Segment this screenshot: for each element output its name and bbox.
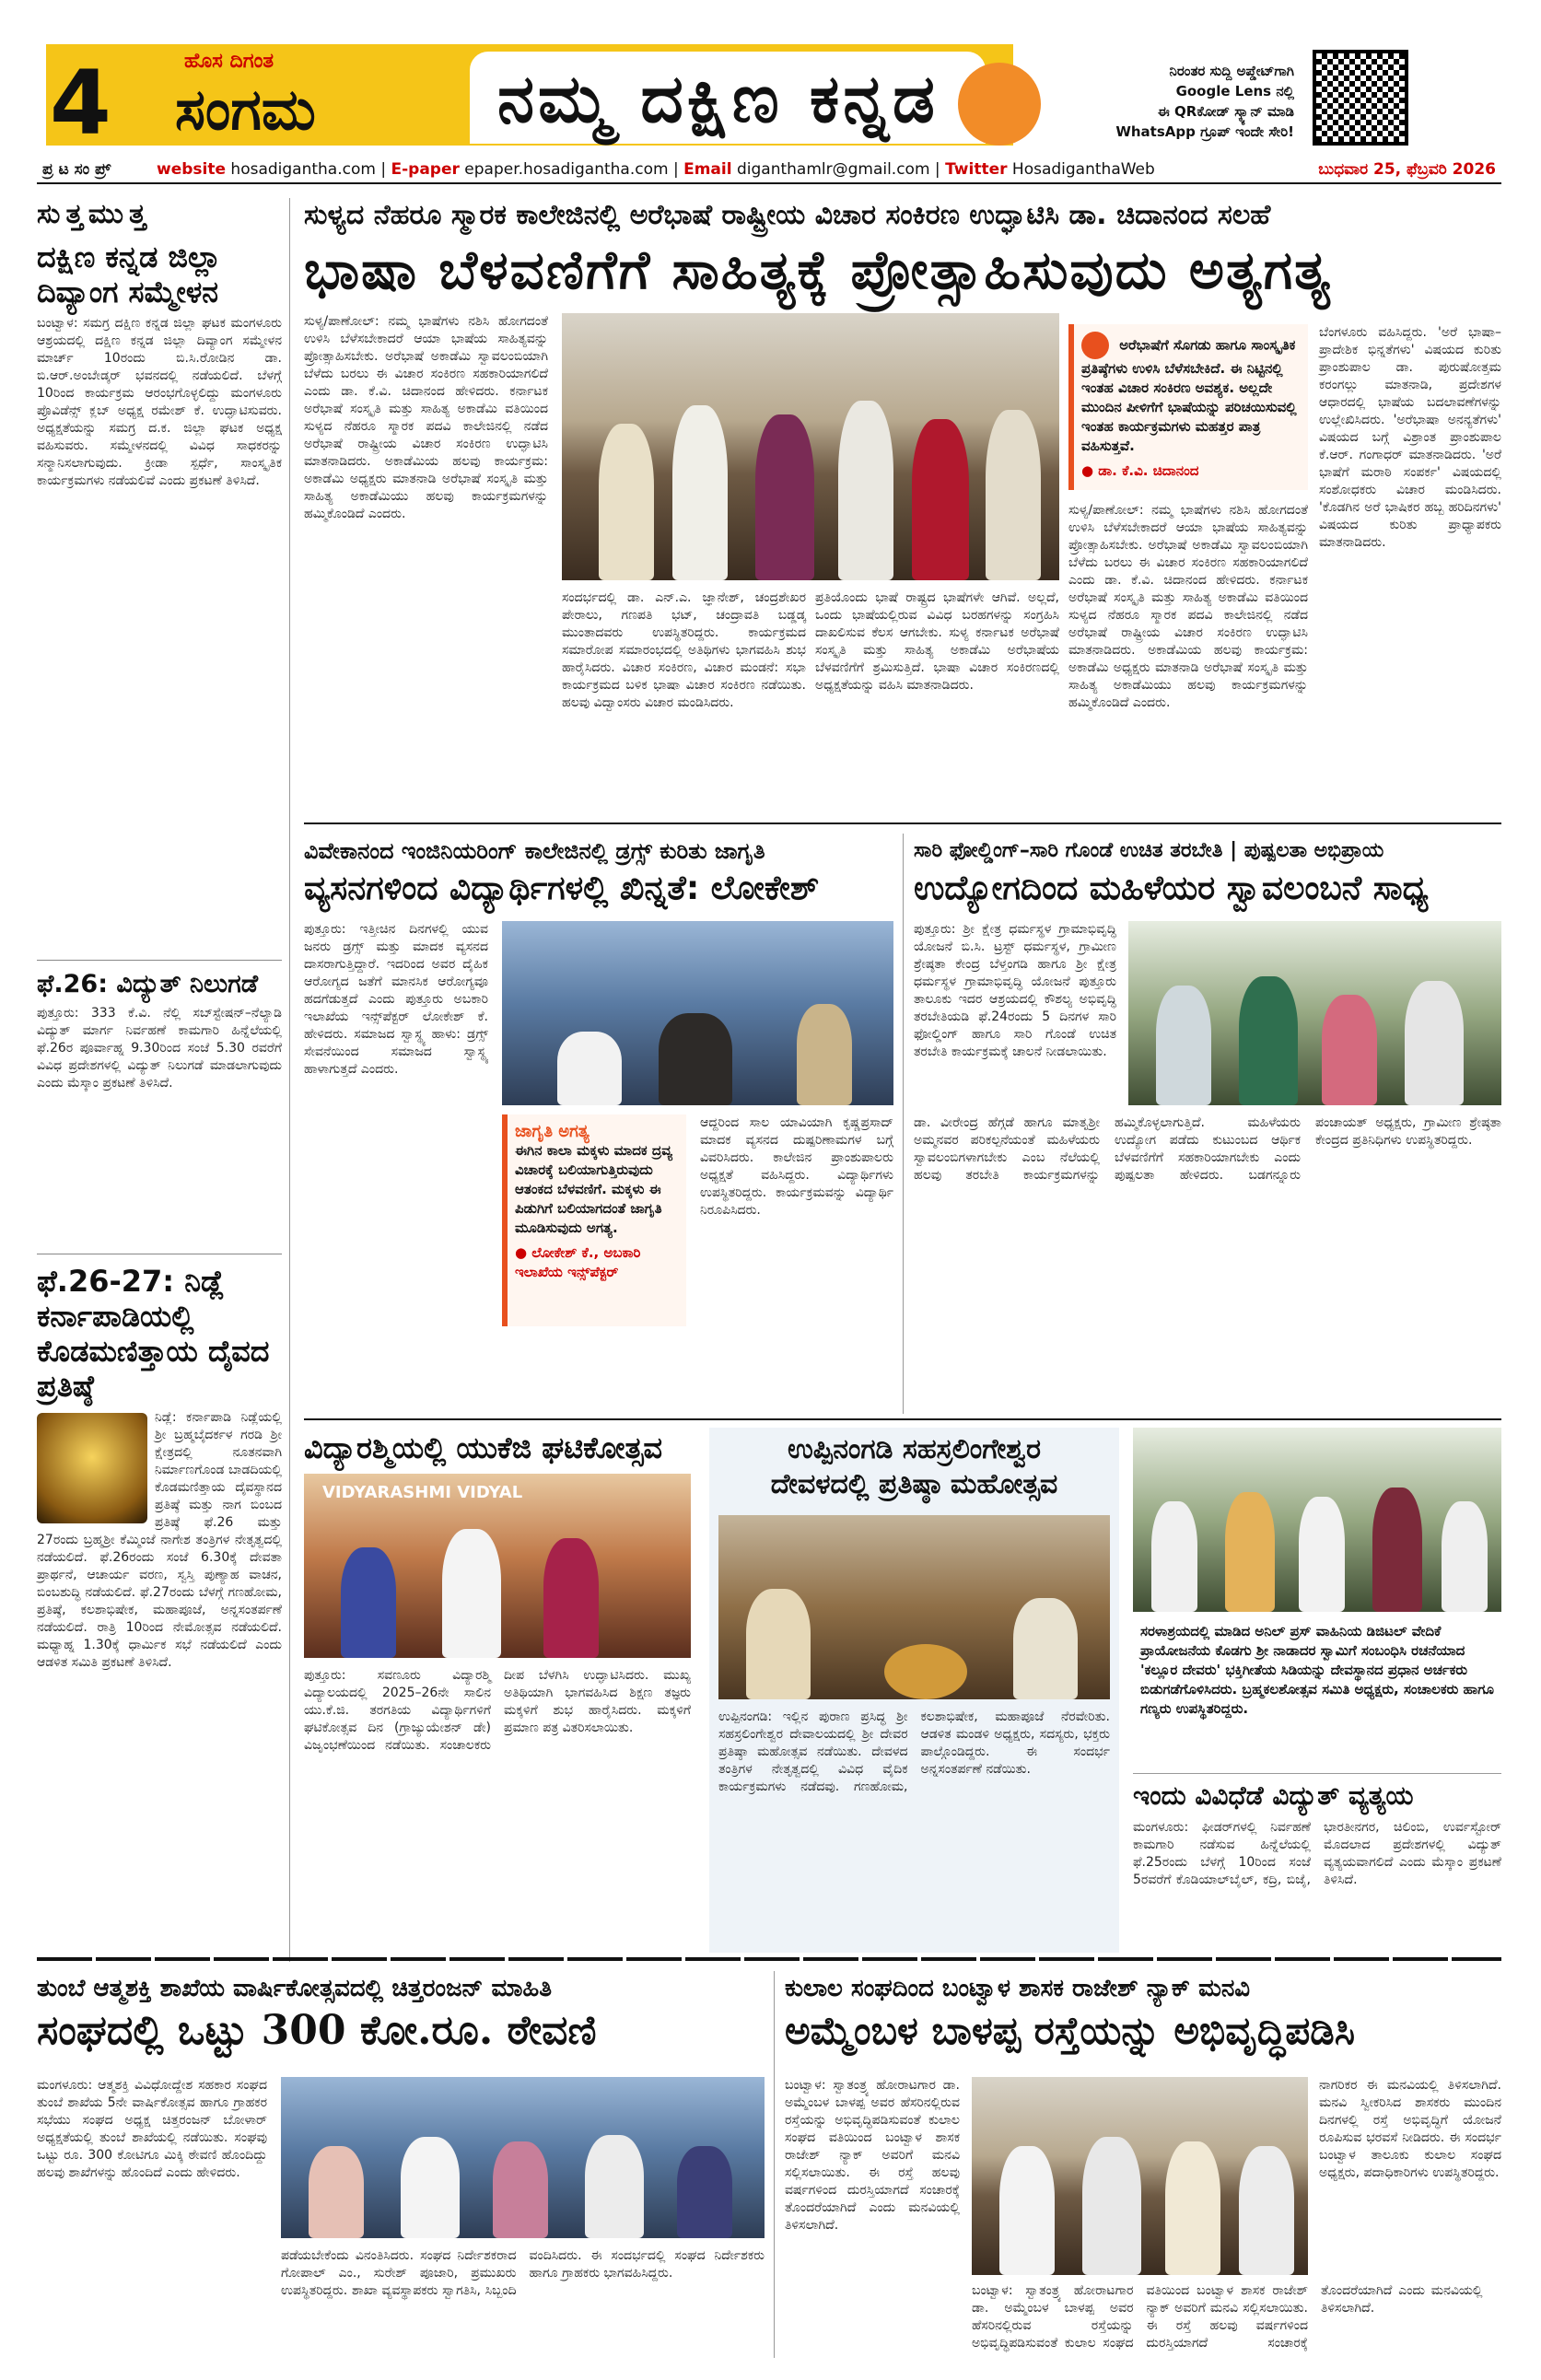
issue-date: ಬುಧವಾರ 25, ಫೆಬ್ರವರಿ 2026 [1318, 160, 1496, 179]
person-figure [1151, 1501, 1197, 1612]
brief-body-wrap [37, 1409, 282, 2017]
person-figure [755, 414, 814, 580]
divider [1133, 1773, 1501, 1774]
article-body: ಉಪ್ಪಿನಂಗಡಿ: ಇಲ್ಲಿನ ಪುರಾಣ ಪ್ರಸಿದ್ಧ ಶ್ರೀ ಸಹಸ್ರಲಿಂಗೇಶ್ವರ ದೇವಾಲಯದಲ್ಲಿ ಶ್ರೀ ದೇವರ ಪ್ರತಿಷ್ಠಾ ಮಹೋತ್ಸವ ನಡೆಯಿತು. ದೇವಳದ ತಂತ್ರಿಗಳ ನೇತೃತ್ವದಲ್ಲಿ ವಿವಿಧ ವೈದಿಕ ಕಾರ್ಯಕ್ರಮಗಳು ನಡೆದವು. ಗಣಹೋಮ, ಕಲಶಾಭಿಷೇಕ, ಮಹಾಪೂಜೆ ನೆರವೇರಿತು. ಆಡಳಿತ ಮಂಡಳಿ ಅಧ್ಯಕ್ಷರು, ಸದಸ್ಯರು, ಭಕ್ತರು ಪಾಲ್ಗೊಂಡಿದ್ದರು. ಈ ಸಂದರ್ಭ ಅನ್ನಸಂತರ್ಪಣೆ ನಡೆಯಿತು. [718, 1709, 1110, 1794]
ritual-fire [884, 1644, 967, 1699]
masthead-orange-circle [958, 63, 1041, 146]
person-figure [1405, 981, 1464, 1105]
person-figure [341, 1547, 396, 1658]
divider [37, 960, 282, 961]
person-figure [797, 1004, 852, 1105]
page-label: ಪ್ರ ಟ ಸಂ ಪ್ರ್ [42, 160, 111, 179]
brief-headline: ದಕ್ಷಿಣ ಕನ್ನಡ ಜಿಲ್ಲಾ ದಿವ್ಯಾಂಗ ಸಮ್ಮೇಳನ [37, 239, 221, 309]
article-body: ಪುತ್ತೂರು: ಸವಣೂರು ವಿದ್ಯಾರಶ್ಮಿ ವಿದ್ಯಾಲಯದಲ್ಲಿ 2025–26ನೇ ಸಾಲಿನ ಯು.ಕೆ.ಜಿ. ತರಗತಿಯ ವಿದ್ಯಾರ್ಥಿಗಳಿಗೆ ಘಟಿಕೋತ್ಸವ ದಿನ (ಗ್ರಾಜ್ಯುಯೇಶನ್ ಡೇ) ವಿಜೃಂಭಣೆಯಿಂದ ನಡೆಯಿತು. ಸಂಚಾಲಕರು ದೀಪ ಬೆಳಗಿಸಿ ಉದ್ಘಾಟಿಸಿದರು. ಮುಖ್ಯ ಅತಿಥಿಯಾಗಿ ಭಾಗವಹಿಸಿದ ಶಿಕ್ಷಣ ತಜ್ಞರು ಮಕ್ಕಳಿಗೆ ಶುಭ ಹಾರೈಸಿದರು. ಮಕ್ಕಳಿಗೆ ಪ್ರಮಾಣ ಪತ್ರ ವಿತರಿಸಲಾಯಿತು. [304, 1668, 691, 1753]
divider [304, 1418, 1501, 1420]
twitter-link[interactable]: HosadiganthaWeb [1011, 160, 1155, 179]
email-label: Email [683, 160, 732, 179]
person-figure [659, 1013, 732, 1105]
temple-ritual-photo [718, 1515, 1110, 1699]
training-photo [1128, 921, 1501, 1105]
person-figure [401, 2137, 460, 2238]
article-headline: ಇಂದು ವಿವಿಧೆಡೆ ವಿದ್ಯುತ್ ವ್ಯತ್ಯಯ [1133, 1780, 1414, 1811]
person-figure [1165, 2141, 1220, 2275]
article-kicker: ಸುಳ್ಯದ ನೆಹರೂ ಸ್ಮಾರಕ ಕಾಲೇಜಿನಲ್ಲಿ ಅರೆಭಾಷೆ ರಾಷ್ಟ್ರೀಯ ವಿಚಾರ ಸಂಕಿರಣ ಉದ್ಘಾಟಿಸಿ ಡಾ. ಚಿದಾನಂದ ಸಲಹೆ [304, 199, 1271, 231]
person-figure [672, 405, 728, 580]
bottom-left-article [37, 1971, 765, 2056]
masthead [37, 44, 1501, 155]
twitter-label: Twitter [945, 160, 1008, 179]
person-figure [309, 2146, 364, 2238]
brief-body: ಬಂಟ್ವಾಳ: ಸಮಗ್ರ ದಕ್ಷಿಣ ಕನ್ನಡ ಜಿಲ್ಲಾ ಘಟಕ ಮಂಗಳೂರು ಆಶ್ರಯದಲ್ಲಿ ದಕ್ಷಿಣ ಕನ್ನಡ ಜಿಲ್ಲಾ ದಿವ್ಯಾಂಗ ಸಮ್ಮೇಳನ ಮಾರ್ಚ್ 10ರಂದು ಬಿ.ಸಿ.ರೋಡಿನ ಡಾ. ಬಿ.ಆರ್.ಅಂಬೇಡ್ಕರ್ ಭವನದಲ್ಲಿ ನಡೆಯಲಿದೆ. ಬೆಳಗ್ಗೆ 10ರಿಂದ ಕಾರ್ಯಕ್ರಮ ಆರಂಭಗೊಳ್ಳಲಿದ್ದು ಮಂಗಳೂರು ಪ್ರೊವಿಡೆನ್ಸ್ ಕ್ಲಬ್ ಅಧ್ಯಕ್ಷ ರಮೇಶ್ ಕೆ. ಉದ್ಘಾಟಿಸುವರು. ಅಧ್ಯಕ್ಷತೆಯನ್ನು ಸಮಗ್ರ ದ.ಕ. ಜಿಲ್ಲಾ ಘಟಕ ಅಧ್ಯಕ್ಷ ವಹಿಸುವರು. ಸಮ್ಮೇಳನದಲ್ಲಿ ವಿವಿಧ ಸಾಧಕರನ್ನು ಸನ್ಮಾನಿಸಲಾಗುವುದು. ಕ್ರೀಡಾ ಸ್ಪರ್ಧೆ, ಸಾಂಸ್ಕೃತಿಕ ಕಾರ್ಯಕ್ರಮಗಳು ನಡೆಯಲಿವೆ ಎಂದು ಪ್ರಕಟಣೆ ತಿಳಿಸಿದೆ. [37, 316, 282, 488]
photo-banner-text: VIDYARASHMI VIDYAL [322, 1483, 523, 1502]
person-figure [599, 424, 654, 580]
person-figure [1442, 1501, 1488, 1612]
brief-headline: ಫೆ.26-27: ನಿಡ್ಲೆ ಕರ್ನಾಪಾಡಿಯಲ್ಲಿ ಕೊಡಮಣಿತ್ತಾಯ ದೈವದ ಪ್ರತಿಷ್ಠೆ [37, 1264, 270, 1404]
top-article [304, 198, 1501, 301]
qr-line: ನಿರಂತರ ಸುದ್ದಿ ಅಪ್ಡೇಟ್‌ಗಾಗಿ [1169, 63, 1294, 79]
article-headline: ಭಾಷಾ ಬೆಳವಣಿಗೆಗೆ ಸಾಹಿತ್ಯಕ್ಕೆ ಪ್ರೋತ್ಸಾಹಿಸುವುದು ಅತ್ಯಗತ್ಯ [304, 239, 1332, 301]
person-figure [1322, 995, 1377, 1105]
divider [304, 822, 1501, 824]
person-figure [912, 419, 969, 580]
email-link[interactable]: diganthamlr@gmail.com [736, 160, 930, 179]
person-figure [1156, 986, 1211, 1105]
contact-links: website hosadigantha.com | E-paper epaper.hosadigantha.com | Email diganthamlr@gmail.com | Twitter HosadiganthaWeb [157, 160, 1155, 179]
callout-title: ಜಾಗೃತಿ ಅಗತ್ಯ [515, 1122, 590, 1141]
article-headline: ವಿದ್ಯಾರಶ್ಮಿಯಲ್ಲಿ ಯುಕೆಜಿ ಘಟಿಕೋತ್ಸವ [304, 1430, 663, 1465]
memorandum-photo [972, 2077, 1308, 2275]
photo-caption: ಸರಳಾಶ್ರಯದಲ್ಲಿ ಮಾಡಿದ ಅನಿಲ್ ಪ್ರಸ್ ವಾಹಿನಿಯ ಡಿಜಿಟಲ್ ವೇದಿಕೆ ಪ್ರಾಯೋಜನೆಯ ಕೊಡಗು ಶ್ರೀ ನಾಡಾದರ ಸ್ವಾಮಿಗೆ ಸಂಬಂಧಿಸಿ ರಚನೆಯಾದ 'ಕಲ್ಲೂರ ದೇವರು' ಭಕ್ತಿಗೀತೆಯ ಸಿಡಿಯನ್ನು ದೇವಸ್ಥಾನದ ಪ್ರಧಾನ ಅರ್ಚಕರು ಬಿಡುಗಡೆಗೊಳಿಸಿದರು. ಬ್ರಹ್ಮಕಲಶೋತ್ಸವ ಸಮಿತಿ ಅಧ್ಯಕ್ಷರು, ಸಂಚಾಲಕರು ಹಾಗೂ ಗಣ್ಯರು ಉಪಸ್ಥಿತರಿದ್ದರು. [1140, 1623, 1494, 1717]
article-body: ಪಡೆಯಬೇಕೆಂದು ವಿನಂತಿಸಿದರು. ಸಂಘದ ನಿರ್ದೇಶಕರಾದ ಗೋಪಾಲ್ ಎಂ., ಸುರೇಶ್ ಪೂಜಾರಿ, ಪ್ರಮುಖರು ಉಪಸ್ಥಿತರಿದ್ದರು. ಶಾಖಾ ವ್ಯವಸ್ಥಾಪಕರು ಸ್ವಾಗತಿಸಿ, ಸಿಬ್ಬಂದಿ ವಂದಿಸಿದರು. ಈ ಸಂದರ್ಭದಲ್ಲಿ ಸಂಘದ ನಿರ್ದೇಶಕರು ಹಾಗೂ ಗ್ರಾಹಕರು ಭಾಗವಹಿಸಿದ್ದರು. [281, 2248, 765, 2298]
section-title: ಸುತ್ತಮುತ್ತ [37, 198, 152, 230]
qr-instructions [1073, 61, 1294, 142]
bottom-right-article [785, 1971, 1501, 2056]
brief-body: ನಿಡ್ಲೆ: ಕರ್ನಾಪಾಡಿ ನಿಡ್ಲೆಯಲ್ಲಿ ಶ್ರೀ ಬ್ರಹ್ಮಬೈದರ್ಕಳ ಗರಡಿ ಶ್ರೀ ಕ್ಷೇತ್ರದಲ್ಲಿ ನೂತನವಾಗಿ ನಿರ್ಮಾಣಗೊಂಡ ಬಾಡದಿಯಲ್ಲಿ ಕೊಡಮಣಿತ್ತಾಯ ದೈವಸ್ಥಾನದ ಪ್ರತಿಷ್ಠೆ ಮತ್ತು ನಾಗ ಬಿಂಬದ ಪ್ರತಿಷ್ಠೆ ಫೆ.26 ಮತ್ತು 27ರಂದು ಬ್ರಹ್ಮಶ್ರೀ ಕೆಮ್ಮಿಂಜೆ ನಾಗೇಶ ತಂತ್ರಿಗಳ ನೇತೃತ್ವದಲ್ಲಿ ನಡೆಯಲಿದೆ. ಫೆ.26ರಂದು ಸಂಜೆ 6.30ಕ್ಕೆ ದೇವತಾ ಪ್ರಾರ್ಥನೆ, ಆಚಾರ್ಯ ವರಣ, ಸ್ವಸ್ತಿ ಪುಣ್ಯಾಹ ವಾಚನ, ಬಿಂಬಶುದ್ಧಿ ನಡೆಯಲಿದೆ. ಫೆ.27ರಂದು ಬೆಳಗ್ಗೆ ಗಣಹೋಮ, ಪ್ರತಿಷ್ಠೆ, ಕಲಶಾಭಿಷೇಕ, ಮಹಾಪೂಜೆ, ಅನ್ನಸಂತರ್ಪಣೆ ನಡೆಯಲಿದೆ. ರಾತ್ರಿ 10ರಿಂದ ನೇಮೋತ್ಸವ ನಡೆಯಲಿದೆ. ಮಧ್ಯಾಹ್ನ 1.30ಕ್ಕೆ ಧಾರ್ಮಿಕ ಸಭೆ ನಡೆಯಲಿದೆ ಎಂದು ಆಡಳಿತ ಸಮಿತಿ ಪ್ರಕಟಣೆ ತಿಳಿಸಿದೆ. [37, 1410, 282, 1670]
awareness-photo [502, 921, 893, 1105]
article-kicker: ತುಂಬೆ ಆತ್ಮಶಕ್ತಿ ಶಾಖೆಯ ವಾರ್ಷಿಕೋತ್ಸವದಲ್ಲಿ ಚಿತ್ತರಂಜನ್ ಮಾಹಿತಿ [37, 1975, 553, 2002]
article-headline: ಅಮ್ಮೆಂಬಳ ಬಾಳಪ್ಪ ರಸ್ತೆಯನ್ನು ಅಭಿವೃದ್ಧಿಪಡಿಸಿ [785, 2008, 1356, 2053]
person-figure [1013, 1598, 1078, 1699]
article-body: ಬೆಂಗಳೂರು ವಹಿಸಿದ್ದರು. 'ಅರೆ ಭಾಷಾ–ಪ್ರಾದೇಶಿಕ ಭಿನ್ನತೆಗಳು' ವಿಷಯದ ಕುರಿತು ಪ್ರಾಂಶುಪಾಲ ಡಾ. ಪುರುಷೋತ್ತಮ ಕರಂಗಲ್ಲು ಮಾತನಾಡಿ, ಪ್ರದೇಶಗಳ ಆಧಾರದಲ್ಲಿ ಭಾಷೆಯ ಬದಲಾವಣೆಗಳನ್ನು ಉಲ್ಲೇಖಿಸಿದರು. 'ಅರೆಭಾಷಾ ಅನನ್ಯತೆಗಳು' ವಿಷಯದ ಬಗ್ಗೆ ವಿಶ್ರಾಂತ ಪ್ರಾಂಶುಪಾಲ ಕೆ.ಆರ್. ಗಂಗಾಧರ್ ಮಾತನಾಡಿದರು. 'ಅರೆ ಭಾಷೆಗೆ ಮರಾಠಿ ಸಂಪರ್ಕ' ವಿಷಯದಲ್ಲಿ ಸಂಶೋಧಕರು ವಿಚಾರ ಮಂಡಿಸಿದರು. 'ಕೊಡಗಿನ ಅರೆ ಭಾಷಿಕರ ಹಬ್ಬ ಹರಿದಿನಗಳು' ವಿಷಯದ ಕುರಿತು ಪ್ರಾಧ್ಯಾಪಕರು ಮಾತನಾಡಿದರು. [1319, 325, 1501, 550]
callout-logo-icon [1081, 332, 1109, 359]
person-figure [746, 1589, 811, 1699]
article-headline: ದೇವಳದಲ್ಲಿ ಪ್ರತಿಷ್ಠಾ ಮಹೋತ್ಸವ [770, 1468, 1058, 1500]
website-link[interactable]: hosadigantha.com [230, 160, 376, 179]
quote-callout [1068, 324, 1308, 490]
qr-line: ಈ QRಕೋಡ್ ಸ್ಕ್ಯಾನ್ ಮಾಡಿ [1157, 103, 1294, 120]
temple-photo [37, 1413, 147, 1523]
article-headline: ವ್ಯಸನಗಳಿಂದ ವಿದ್ಯಾರ್ಥಿಗಳಲ್ಲಿ ಖಿನ್ನತೆ: ಲೋಕೇಶ್ [304, 869, 820, 907]
callout-text: ಅರೆಭಾಷೆಗೆ ಸೊಗಡು ಹಾಗೂ ಸಾಂಸ್ಕೃತಿಕ ಪ್ರತಿಷ್ಠೆಗಳು ಉಳಿಸಿ ಬೆಳೆಸಬೇಕಿದೆ. ಈ ನಿಟ್ಟಿನಲ್ಲಿ ಇಂತಹ ವಿಚಾರ ಸಂಕಿರಣ ಅವಶ್ಯಕ. ಅಲ್ಲದೇ ಮುಂದಿನ ಪೀಳಿಗೆಗೆ ಭಾಷೆಯನ್ನು ಪರಿಚಯಿಸುವಲ್ಲಿ ಇಂತಹ ಕಾರ್ಯಕ್ರಮಗಳು ಮಹತ್ತರ ಪಾತ್ರ ವಹಿಸುತ್ತವೆ. [1081, 336, 1297, 454]
person-figure [999, 2146, 1055, 2275]
mid-right-article [914, 834, 1503, 909]
person-figure [585, 2135, 644, 2238]
brief-headline: ಫೆ.26: ವಿದ್ಯುತ್ ನಿಲುಗಡೆ [37, 970, 259, 998]
article-headline: ಉಪ್ಪಿನಂಗಡಿ ಸಹಸ್ರಲಿಂಗೇಶ್ವರ [788, 1433, 1041, 1465]
divider [774, 1971, 775, 2358]
seminar-photo [562, 313, 1059, 580]
person-figure [493, 2141, 548, 2238]
callout-text: ಈಗಿನ ಕಾಲಾ ಮಕ್ಕಳು ಮಾದಕ ದ್ರವ್ಯ ವಿಚಾರಕ್ಕೆ ಬಲಿಯಾಗುತ್ತಿರುವುದು ಆತಂಕದ ಬೆಳವಣಿಗೆ. ಮಕ್ಕಳು ಈ ಪಿಡುಗಿಗೆ ಬಲಿಯಾಗದಂತೆ ಜಾಗೃತಿ ಮೂಡಿಸುವುದು ಅಗತ್ಯ. [515, 1142, 672, 1236]
temple-article [718, 1432, 1110, 1502]
website-label: website [157, 160, 227, 179]
person-figure [557, 1032, 622, 1105]
article-kicker: ವಿವೇಕಾನಂದ ಇಂಜಿನಿಯರಿಂಗ್ ಕಾಲೇಜಿನಲ್ಲಿ ಡ್ರಗ್ಸ್ ಕುರಿತು ಜಾಗೃತಿ [304, 838, 765, 864]
person-figure [677, 2146, 732, 2238]
article-body: ಮಂಗಳೂರು: ಫೀಡರ್‌ಗಳಲ್ಲಿ ನಿರ್ವಹಣೆ ಕಾಮಗಾರಿ ನಡೆಸುವ ಹಿನ್ನೆಲೆಯಲ್ಲಿ ಫೆ.25ರಂದು ಬೆಳಗ್ಗೆ 10ರಿಂದ ಸಂಜೆ 5ರವರೆಗೆ ಕೊಡಿಯಾಲ್‌ಬೈಲ್, ಕದ್ರಿ, ಬಿಜೈ, ಭಾರತೀನಗರ, ಚಿಲಿಂಬಿ, ಉರ್ವಸ್ಟೋರ್ ಮೊದಲಾದ ಪ್ರದೇಶಗಳಲ್ಲಿ ವಿದ್ಯುತ್ ವ್ಯತ್ಯಯವಾಗಲಿದೆ ಎಂದು ಮೆಸ್ಕಾಂ ಪ್ರಕಟಣೆ ತಿಳಿಸಿದೆ. [1133, 1820, 1501, 1887]
article-kicker: ಕುಲಾಲ ಸಂಘದಿಂದ ಬಂಟ್ವಾಳ ಶಾಸಕ ರಾಜೇಶ್ ನ್ಯಾಕ್ ಮನವಿ [785, 1975, 1251, 2002]
article-headline: ಸಂಘದಲ್ಲಿ ಒಟ್ಟು 300 ಕೋ.ರೂ. ಠೇವಣಿ [37, 2007, 597, 2054]
person-figure [543, 1538, 599, 1658]
cd-release-photo [1133, 1428, 1501, 1612]
graduation-article [304, 1428, 691, 1468]
divider [903, 834, 904, 1414]
brand-name: ಸಂಗಮ [175, 76, 316, 143]
graduation-photo [304, 1474, 691, 1658]
article-body: ಪ್ರತಿಯೊಂದು ಭಾಷೆ ರಾಷ್ಟ್ರದ ಭಾಷೆಗಳೇ ಆಗಿವೆ. ಅಲ್ಲದೆ, ಒಂದು ಭಾಷೆಯಲ್ಲಿರುವ ವಿವಿಧ ಬರಹಗಳನ್ನು ಸಂಗ್ರಹಿಸಿ ದಾಖಲಿಸುವ ಕೆಲಸ ಆಗಬೇಕು. ಸುಳ್ಯ ಕರ್ನಾಟಕ ಅರೆಭಾಷೆ ಸಂಸ್ಕೃತಿ ಮತ್ತು ಸಾಹಿತ್ಯ ಅಕಾಡೆಮಿ ಅರೆಭಾಷೆಯ ಬೆಳವಣಿಗೆಗೆ ಶ್ರಮಿಸುತ್ತಿದೆ. ಭಾಷಾ ವಿಚಾರ ಸಂಕಿರಣದಲ್ಲಿ ಅಧ್ಯಕ್ಷತೆಯನ್ನು ವಹಿಸಿ ಮಾತನಾಡಿದರು. [815, 590, 1059, 693]
article-body: ಸುಳ್ಯ/ಪಾಣೋಲ್: ನಮ್ಮ ಭಾಷೆಗಳು ನಶಿಸಿ ಹೋಗದಂತೆ ಉಳಿಸಿ ಬೆಳೆಸಬೇಕಾದರೆ ಆಯಾ ಭಾಷೆಯ ಸಾಹಿತ್ಯವನ್ನು ಪ್ರೋತ್ಸಾಹಿಸಬೇಕು. ಅರೆಭಾಷೆ ಅಕಾಡೆಮಿ ಸ್ವಾವಲಂಬಿಯಾಗಿ ಬೆಳೆದು ಬರಲು ಈ ವಿಚಾರ ಸಂಕಿರಣ ಸಹಕಾರಿಯಾಗಲಿದೆ ಎಂದು ಡಾ. ಕೆ.ವಿ. ಚಿದಾನಂದ ಹೇಳಿದರು. ಕರ್ನಾಟಕ ಅರೆಭಾಷೆ ಸಂಸ್ಕೃತಿ ಮತ್ತು ಸಾಹಿತ್ಯ ಅಕಾಡೆಮಿ ವತಿಯಿಂದ ಸುಳ್ಯದ ನೆಹರೂ ಸ್ಮಾರಕ ಪದವಿ ಕಾಲೇಜಿನಲ್ಲಿ ನಡೆದ ಅರೆಭಾಷೆ ರಾಷ್ಟ್ರೀಯ ವಿಚಾರ ಸಂಕಿರಣ ಉದ್ಘಾಟಿಸಿ ಮಾತನಾಡಿದರು. ಅಕಾಡೆಮಿಯ ಹಲವು ಕಾರ್ಯಕ್ರಮ: ಅಕಾಡೆಮಿ ಅಧ್ಯಕ್ಷರು ಮಾತನಾಡಿ ಅರೆಭಾಷೆ ಸಂಸ್ಕೃತಿ ಮತ್ತು ಸಾಹಿತ್ಯ ಅಕಾಡೆಮಿಯು ಹಲವು ಕಾರ್ಯಕ್ರಮಗಳನ್ನು ಹಮ್ಮಿಕೊಂಡಿದೆ ಎಂದರು. [1068, 503, 1308, 710]
brand-small: ಹೊಸ ದಿಗಂತ [184, 50, 274, 73]
article-body: ನಾಗರಿಕರ ಈ ಮನವಿಯಲ್ಲಿ ತಿಳಿಸಲಾಗಿದೆ. ಮನವಿ ಸ್ವೀಕರಿಸಿದ ಶಾಸಕರು ಮುಂದಿನ ದಿನಗಳಲ್ಲಿ ರಸ್ತೆ ಅಭಿವೃದ್ಧಿಗೆ ಯೋಜನೆ ರೂಪಿಸುವ ಭರವಸೆ ನೀಡಿದರು. ಈ ಸಂದರ್ಭ ಬಂಟ್ವಾಳ ತಾಲೂಕು ಕುಲಾಲ ಸಂಘದ ಅಧ್ಯಕ್ಷರು, ಪದಾಧಿಕಾರಿಗಳು ಉಪಸ್ಥಿತರಿದ್ದರು. [1319, 2078, 1501, 2180]
qr-line: Google Lens ನಲ್ಲಿ [1175, 83, 1294, 99]
person-figure [442, 1529, 501, 1658]
article-body: ಸಂದರ್ಭದಲ್ಲಿ ಡಾ. ಎನ್.ಎ. ಜ್ಞಾನೇಶ್, ಚಂದ್ರಶೇಖರ ಪೇರಾಲು, ಗಣಪತಿ ಭಟ್, ಚಂದ್ರಾವತಿ ಬಡ್ಡಡ್ಕ ಮುಂತಾದವರು ಉಪಸ್ಥಿತರಿದ್ದರು. ಕಾರ್ಯಕ್ರಮದ ಸಮಾರೋಪ ಸಮಾರಂಭದಲ್ಲಿ ಅತಿಥಿಗಳು ಭಾಗವಹಿಸಿ ಶುಭ ಹಾರೈಸಿದರು. ವಿಚಾರ ಸಂಕಿರಣ, ವಿಚಾರ ಮಂಡನೆ: ಸಭಾ ಕಾರ್ಯಕ್ರಮದ ಬಳಿಕ ಭಾಷಾ ವಿಚಾರ ಸಂಕಿರಣ ನಡೆಯಿತು. ಹಲವು ವಿದ್ವಾಂಸರು ವಿಚಾರ ಮಂಡಿಸಿದರು. [562, 590, 806, 710]
edition-title: ನಮ್ಮ ದಕ್ಷಿಣ ಕನ್ನಡ [497, 59, 939, 137]
section-divider [37, 1957, 1501, 1961]
article-body: ಬಂಟ್ವಾಳ: ಸ್ವಾತಂತ್ರ್ಯ ಹೋರಾಟಗಾರ ಡಾ. ಅಮ್ಮೆಂಬಳ ಬಾಳಪ್ಪ ಅವರ ಹೆಸರಿನಲ್ಲಿರುವ ರಸ್ತೆಯನ್ನು ಅಭಿವೃದ್ಧಿಪಡಿಸುವಂತೆ ಕುಲಾಲ ಸಂಘದ ವತಿಯಿಂದ ಬಂಟ್ವಾಳ ಶಾಸಕ ರಾಜೇಶ್ ನ್ಯಾಕ್ ಅವರಿಗೆ ಮನವಿ ಸಲ್ಲಿಸಲಾಯಿತು. ಈ ರಸ್ತೆ ಹಲವು ವರ್ಷಗಳಿಂದ ದುರಸ್ತಿಯಾಗದೆ ಸಂಚಾರಕ್ಕೆ ತೊಂದರೆಯಾಗಿದೆ ಎಂದು ಮನವಿಯಲ್ಲಿ ತಿಳಿಸಲಾಗಿದೆ. [785, 2078, 960, 2233]
mid-left-article [304, 834, 893, 909]
person-figure [1239, 976, 1298, 1105]
person-figure [1372, 1488, 1422, 1612]
callout-author: ● ಲೋಕೇಶ್ ಕೆ., ಅಬಕಾರಿ ಇಲಾಖೆಯ ಇನ್ಸ್‌ಪೆಕ್ಟರ್ [515, 1244, 641, 1280]
person-figure [986, 410, 1041, 580]
article-headline: ಉದ್ಯೋಗದಿಂದ ಮಹಿಳೆಯರ ಸ್ವಾವಲಂಬನೆ ಸಾಧ್ಯ [914, 869, 1429, 907]
qr-line: WhatsApp ಗ್ರೂಪ್ ಇಂದೇ ಸೇರಿ! [1115, 123, 1294, 140]
person-figure [1299, 1497, 1345, 1612]
callout-author: ● ಡಾ. ಕೆ.ವಿ. ಚಿದಾನಂದ [1081, 462, 1199, 479]
article-body: ಸುಳ್ಯ/ಪಾಣೋಲ್: ನಮ್ಮ ಭಾಷೆಗಳು ನಶಿಸಿ ಹೋಗದಂತೆ ಉಳಿಸಿ ಬೆಳೆಸಬೇಕಾದರೆ ಆಯಾ ಭಾಷೆಯ ಸಾಹಿತ್ಯವನ್ನು ಪ್ರೋತ್ಸಾಹಿಸಬೇಕು. ಅರೆಭಾಷೆ ಅಕಾಡೆಮಿ ಸ್ವಾವಲಂಬಿಯಾಗಿ ಬೆಳೆದು ಬರಲು ಈ ವಿಚಾರ ಸಂಕಿರಣ ಸಹಕಾರಿಯಾಗಲಿದೆ ಎಂದು ಡಾ. ಕೆ.ವಿ. ಚಿದಾನಂದ ಹೇಳಿದರು. ಕರ್ನಾಟಕ ಅರೆಭಾಷೆ ಸಂಸ್ಕೃತಿ ಮತ್ತು ಸಾಹಿತ್ಯ ಅಕಾಡೆಮಿ ವತಿಯಿಂದ ಸುಳ್ಯದ ನೆಹರೂ ಸ್ಮಾರಕ ಪದವಿ ಕಾಲೇಜಿನಲ್ಲಿ ನಡೆದ ಅರೆಭಾಷೆ ರಾಷ್ಟ್ರೀಯ ವಿಚಾರ ಸಂಕಿರಣ ಉದ್ಘಾಟಿಸಿ ಮಾತನಾಡಿದರು. ಅಕಾಡೆಮಿಯ ಹಲವು ಕಾರ್ಯಕ್ರಮ: ಅಕಾಡೆಮಿ ಅಧ್ಯಕ್ಷರು ಮಾತನಾಡಿ ಅರೆಭಾಷೆ ಸಂಸ್ಕೃತಿ ಮತ್ತು ಸಾಹಿತ್ಯ ಅಕಾಡೆಮಿಯು ಹಲವು ಕಾರ್ಯಕ್ರಮಗಳನ್ನು ಹಮ್ಮಿಕೊಂಡಿದೆ ಎಂದರು. [304, 314, 548, 521]
qr-code-icon[interactable] [1313, 50, 1408, 146]
person-figure [838, 401, 893, 580]
epaper-link[interactable]: epaper.hosadigantha.com [464, 160, 669, 179]
person-figure [1239, 2146, 1294, 2275]
epaper-label: E-paper [391, 160, 460, 179]
person-figure [1225, 1492, 1275, 1612]
article-body: ಬಂಟ್ವಾಳ: ಸ್ವಾತಂತ್ರ್ಯ ಹೋರಾಟಗಾರ ಡಾ. ಅಮ್ಮೆಂಬಳ ಬಾಳಪ್ಪ ಅವರ ಹೆಸರಿನಲ್ಲಿರುವ ರಸ್ತೆಯನ್ನು ಅಭಿವೃದ್ಧಿಪಡಿಸುವಂತೆ ಕುಲಾಲ ಸಂಘದ ವತಿಯಿಂದ ಬಂಟ್ವಾಳ ಶಾಸಕ ರಾಜೇಶ್ ನ್ಯಾಕ್ ಅವರಿಗೆ ಮನವಿ ಸಲ್ಲಿಸಲಾಯಿತು. ಈ ರಸ್ತೆ ಹಲವು ವರ್ಷಗಳಿಂದ ದುರಸ್ತಿಯಾಗದೆ ಸಂಚಾರಕ್ಕೆ ತೊಂದರೆಯಾಗಿದೆ ಎಂದು ಮನವಿಯಲ್ಲಿ ತಿಳಿಸಲಾಗಿದೆ. [972, 2283, 1483, 2351]
url-bar [37, 157, 1501, 184]
brief-body: ಪುತ್ತೂರು: 333 ಕೆ.ವಿ. ನೆಲ್ಲಿ ಸಬ್‌ಸ್ಟೇಷನ್–ನೆಲ್ಯಾಡಿ ವಿದ್ಯುತ್ ಮಾರ್ಗ ನಿರ್ವಹಣೆ ಕಾಮಗಾರಿ ಹಿನ್ನೆಲೆಯಲ್ಲಿ ಫೆ.26ರ ಪೂರ್ವಾಹ್ನ 9.30ರಿಂದ ಸಂಜೆ 5.30 ರವರೆಗೆ ವಿವಿಧ ಪ್ರದೇಶಗಳಲ್ಲಿ ವಿದ್ಯುತ್ ನಿಲುಗಡೆ ಮಾಡಲಾಗುವುದು ಎಂದು ಮೆಸ್ಕಾಂ ಪ್ರಕಟಣೆ ತಿಳಿಸಿದೆ. [37, 1006, 282, 1091]
article-body: ಆದ್ದರಿಂದ ಸಾಲ ಯಾವಿಯಾಗಿ ಕೃಷ್ಣಪ್ರಸಾದ್ ಮಾದಕ ವ್ಯಸನದ ದುಷ್ಪರಿಣಾಮಗಳ ಬಗ್ಗೆ ವಿವರಿಸಿದರು. ಕಾಲೇಜಿನ ಪ್ರಾಂಶುಪಾಲರು ಅಧ್ಯಕ್ಷತೆ ವಹಿಸಿದ್ದರು. ವಿದ್ಯಾರ್ಥಿಗಳು ಉಪಸ್ಥಿತರಿದ್ದರು. ಕಾರ್ಯಕ್ರಮವನ್ನು ವಿದ್ಯಾರ್ಥಿ ನಿರೂಪಿಸಿದರು. [700, 1115, 893, 1218]
quote-callout [502, 1114, 686, 1326]
article-body: ಪುತ್ತೂರು: ಶ್ರೀ ಕ್ಷೇತ್ರ ಧರ್ಮಸ್ಥಳ ಗ್ರಾಮಾಭಿವೃದ್ಧಿ ಯೋಜನೆ ಬಿ.ಸಿ. ಟ್ರಸ್ಟ್ ಧರ್ಮಸ್ಥಳ, ಗ್ರಾಮೀಣ ಶ್ರೇಷ್ಠತಾ ಕೇಂದ್ರ ಬೆಳ್ತಂಗಡಿ ಹಾಗೂ ಶ್ರೀ ಕ್ಷೇತ್ರ ಧರ್ಮಸ್ಥಳ ಗ್ರಾಮಾಭಿವೃದ್ಧಿ ಯೋಜನೆ ಪುತ್ತೂರು ತಾಲೂಕು ಇದರ ಆಶ್ರಯದಲ್ಲಿ ಕೌಶಲ್ಯ ಅಭಿವೃದ್ಧಿ ತರಬೇತಿಯಡಿ ಫೆ.24ರಂದು 5 ದಿನಗಳ ಸಾರಿ ಫೋಲ್ಡಿಂಗ್ ಹಾಗೂ ಸಾರಿ ಗೊಂಡೆ ಉಚಿತ ತರಬೇತಿ ಕಾರ್ಯಕ್ರಮಕ್ಕೆ ಚಾಲನೆ ನೀಡಲಾಯಿತು. [914, 922, 1116, 1059]
person-figure [1082, 2137, 1141, 2275]
left-column [37, 198, 290, 1962]
article-kicker: ಸಾರಿ ಫೋಲ್ಡಿಂಗ್–ಸಾರಿ ಗೊಂಡೆ ಉಚಿತ ತರಬೇತಿ | ಪುಷ್ಪಲತಾ ಅಭಿಪ್ರಾಯ [914, 839, 1384, 862]
article-body: ಡಾ. ವೀರೇಂದ್ರ ಹೆಗ್ಗಡೆ ಹಾಗೂ ಮಾತೃಶ್ರೀ ಅಮ್ಮನವರ ಪರಿಕಲ್ಪನೆಯಂತೆ ಮಹಿಳೆಯರು ಸ್ವಾವಲಂಬಿಗಳಾಗಬೇಕು ಎಂಬ ನೆಲೆಯಲ್ಲಿ ಹಲವು ತರಬೇತಿ ಕಾರ್ಯಕ್ರಮಗಳನ್ನು ಹಮ್ಮಿಕೊಳ್ಳಲಾಗುತ್ತಿದೆ. ಮಹಿಳೆಯರು ಉದ್ಯೋಗ ಪಡೆದು ಕುಟುಂಬದ ಆರ್ಥಿಕ ಬೆಳವಣಿಗೆಗೆ ಸಹಕಾರಿಯಾಗಬೇಕು ಎಂದು ಪುಷ್ಪಲತಾ ಹೇಳಿದರು. ಬಡಗನ್ನೂರು ಪಂಚಾಯತ್ ಅಧ್ಯಕ್ಷರು, ಗ್ರಾಮೀಣ ಶ್ರೇಷ್ಠತಾ ಕೇಂದ್ರದ ಪ್ರತಿನಿಧಿಗಳು ಉಪಸ್ಥಿತರಿದ್ದರು. [914, 1115, 1501, 1183]
article-body: ಪುತ್ತೂರು: ಇತ್ತೀಚಿನ ದಿನಗಳಲ್ಲಿ ಯುವ ಜನರು ಡ್ರಗ್ಸ್ ಮತ್ತು ಮಾದಕ ವ್ಯಸನದ ದಾಸರಾಗುತ್ತಿದ್ದಾರೆ. ಇದರಿಂದ ಅವರ ದೈಹಿಕ ಆರೋಗ್ಯದ ಜತೆಗೆ ಮಾನಸಿಕ ಆರೋಗ್ಯವೂ ಹದಗೆಡುತ್ತದೆ ಎಂದು ಪುತ್ತೂರು ಅಬಕಾರಿ ಇಲಾಖೆಯ ಇನ್ಸ್‌ಪೆಕ್ಟರ್ ಲೋಕೇಶ್ ಕೆ. ಹೇಳಿದರು. ಸಮಾಜದ ಸ್ವಾಸ್ಥ್ಯ ಹಾಳು: ಡ್ರಗ್ಸ್ ಸೇವನೆಯಿಂದ ಸಮಾಜದ ಸ್ವಾಸ್ಥ್ಯ ಹಾಳಾಗುತ್ತದೆ ಎಂದರು. [304, 922, 488, 1077]
article-body: ಮಂಗಳೂರು: ಆತ್ಮಶಕ್ತಿ ವಿವಿಧೋದ್ದೇಶ ಸಹಕಾರ ಸಂಘದ ತುಂಬೆ ಶಾಖೆಯ 5ನೇ ವಾರ್ಷಿಕೋತ್ಸವ ಹಾಗೂ ಗ್ರಾಹಕರ ಸಭೆಯು ಸಂಘದ ಅಧ್ಯಕ್ಷ ಚಿತ್ತರಂಜನ್ ಬೋಳಾರ್ ಅಧ್ಯಕ್ಷತೆಯಲ್ಲಿ ತುಂಬೆ ಶಾಖೆಯಲ್ಲಿ ನಡೆಯಿತು. ಸಂಘವು ಒಟ್ಟು ರೂ. 300 ಕೋಟಿಗೂ ಮಿಕ್ಕಿ ಠೇವಣಿ ಹೊಂದಿದ್ದು ಹಲವು ಶಾಖೆಗಳನ್ನು ಹೊಂದಿದೆ ಎಂದು ಹೇಳಿದರು. [37, 2078, 267, 2180]
page-number: 4 [50, 52, 111, 155]
cooperative-photo [281, 2077, 765, 2238]
power-cut-article [1133, 1779, 1501, 1813]
